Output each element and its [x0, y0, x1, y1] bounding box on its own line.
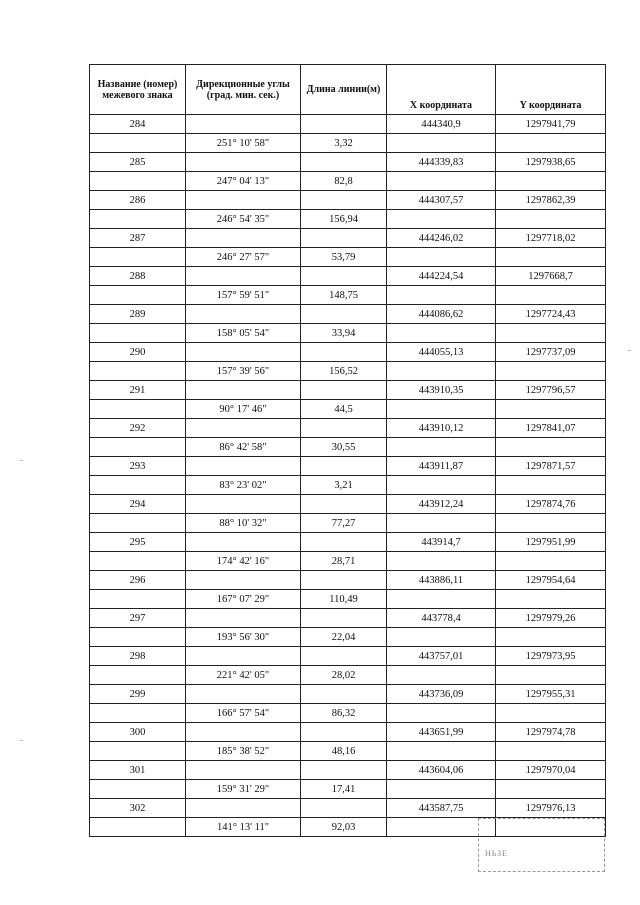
- empty-cell: [387, 590, 496, 609]
- point-row: [90, 191, 606, 210]
- point-row: [90, 419, 606, 438]
- empty-cell: [186, 419, 301, 438]
- empty-cell: [301, 799, 387, 818]
- point-name: 294: [90, 495, 186, 514]
- x-coordinate: 443604,06: [387, 761, 496, 780]
- empty-cell: [301, 115, 387, 134]
- empty-cell: [387, 362, 496, 381]
- line-length: 86,32: [301, 704, 387, 723]
- x-coordinate: 443736,09: [387, 685, 496, 704]
- segment-row: [90, 780, 606, 799]
- y-coordinate: 1297954,64: [496, 571, 606, 590]
- empty-cell: [387, 780, 496, 799]
- x-coordinate: 443778,4: [387, 609, 496, 628]
- direction-angle: 159° 31' 29": [186, 780, 301, 799]
- empty-cell: [186, 761, 301, 780]
- empty-cell: [496, 590, 606, 609]
- empty-cell: [387, 628, 496, 647]
- y-coordinate: 1297718,02: [496, 229, 606, 248]
- point-row: [90, 305, 606, 324]
- segment-row: [90, 248, 606, 267]
- empty-cell: [186, 571, 301, 590]
- line-length: 156,52: [301, 362, 387, 381]
- empty-cell: [496, 780, 606, 799]
- point-name: 292: [90, 419, 186, 438]
- empty-cell: [301, 191, 387, 210]
- empty-cell: [186, 343, 301, 362]
- y-coordinate: 1297862,39: [496, 191, 606, 210]
- direction-angle: 90° 17' 46": [186, 400, 301, 419]
- point-name: 289: [90, 305, 186, 324]
- scan-mark: [628, 350, 631, 351]
- segment-row: [90, 172, 606, 191]
- empty-cell: [387, 172, 496, 191]
- point-row: [90, 229, 606, 248]
- direction-angle: 141° 13' 11": [186, 818, 301, 837]
- empty-cell: [496, 666, 606, 685]
- empty-cell: [387, 438, 496, 457]
- empty-cell: [301, 761, 387, 780]
- line-length: 82,8: [301, 172, 387, 191]
- point-name: 285: [90, 153, 186, 172]
- empty-cell: [496, 134, 606, 153]
- empty-cell: [186, 723, 301, 742]
- direction-angle: 157° 59' 51": [186, 286, 301, 305]
- empty-cell: [301, 267, 387, 286]
- empty-cell: [90, 286, 186, 305]
- empty-cell: [90, 400, 186, 419]
- line-length: 28,71: [301, 552, 387, 571]
- empty-cell: [301, 305, 387, 324]
- empty-cell: [496, 552, 606, 571]
- segment-row: [90, 590, 606, 609]
- empty-cell: [496, 628, 606, 647]
- direction-angle: 221° 42' 05": [186, 666, 301, 685]
- empty-cell: [301, 609, 387, 628]
- direction-angle: 167° 07' 29": [186, 590, 301, 609]
- line-length: 110,49: [301, 590, 387, 609]
- scan-mark: [20, 460, 23, 461]
- empty-cell: [496, 438, 606, 457]
- empty-cell: [496, 742, 606, 761]
- point-row: [90, 723, 606, 742]
- direction-angle: 86° 42' 58": [186, 438, 301, 457]
- direction-angle: 246° 27' 57": [186, 248, 301, 267]
- y-coordinate: 1297841,07: [496, 419, 606, 438]
- y-coordinate: 1297970,04: [496, 761, 606, 780]
- y-coordinate: 1297974,78: [496, 723, 606, 742]
- point-row: [90, 533, 606, 552]
- empty-cell: [387, 476, 496, 495]
- empty-cell: [387, 324, 496, 343]
- x-coordinate: 443910,12: [387, 419, 496, 438]
- point-name: 287: [90, 229, 186, 248]
- header-y: Y координата: [496, 65, 606, 115]
- line-length: 28,02: [301, 666, 387, 685]
- empty-cell: [90, 248, 186, 267]
- line-length: 17,41: [301, 780, 387, 799]
- point-row: [90, 153, 606, 172]
- segment-row: [90, 628, 606, 647]
- direction-angle: 88° 10' 32": [186, 514, 301, 533]
- empty-cell: [90, 552, 186, 571]
- empty-cell: [186, 495, 301, 514]
- y-coordinate: 1297737,09: [496, 343, 606, 362]
- x-coordinate: 443910,35: [387, 381, 496, 400]
- point-row: [90, 267, 606, 286]
- direction-angle: 193° 56' 30": [186, 628, 301, 647]
- empty-cell: [387, 134, 496, 153]
- segment-row: [90, 286, 606, 305]
- point-name: 302: [90, 799, 186, 818]
- empty-cell: [186, 457, 301, 476]
- line-length: 77,27: [301, 514, 387, 533]
- segment-row: [90, 552, 606, 571]
- segment-row: [90, 742, 606, 761]
- point-row: [90, 609, 606, 628]
- point-row: [90, 343, 606, 362]
- direction-angle: 246° 54' 35": [186, 210, 301, 229]
- point-row: [90, 495, 606, 514]
- empty-cell: [496, 476, 606, 495]
- direction-angle: 174° 42' 16": [186, 552, 301, 571]
- empty-cell: [301, 533, 387, 552]
- y-coordinate: 1297976,13: [496, 799, 606, 818]
- y-coordinate: 1297874,76: [496, 495, 606, 514]
- x-coordinate: 444086,62: [387, 305, 496, 324]
- empty-cell: [301, 343, 387, 362]
- line-length: 148,75: [301, 286, 387, 305]
- stamp: [478, 818, 605, 872]
- segment-row: [90, 324, 606, 343]
- point-name: 286: [90, 191, 186, 210]
- line-length: 92,03: [301, 818, 387, 837]
- empty-cell: [186, 647, 301, 666]
- point-row: [90, 685, 606, 704]
- point-name: 284: [90, 115, 186, 134]
- table-body: [90, 115, 606, 837]
- line-length: 22,04: [301, 628, 387, 647]
- segment-row: [90, 400, 606, 419]
- segment-row: [90, 666, 606, 685]
- direction-angle: 251° 10' 58": [186, 134, 301, 153]
- empty-cell: [90, 628, 186, 647]
- line-length: 156,94: [301, 210, 387, 229]
- empty-cell: [301, 495, 387, 514]
- point-name: 290: [90, 343, 186, 362]
- direction-angle: 157° 39' 56": [186, 362, 301, 381]
- empty-cell: [387, 248, 496, 267]
- empty-cell: [90, 324, 186, 343]
- point-row: [90, 457, 606, 476]
- point-row: [90, 761, 606, 780]
- x-coordinate: 444246,02: [387, 229, 496, 248]
- x-coordinate: 443911,87: [387, 457, 496, 476]
- header-row: [90, 65, 606, 115]
- coordinates-table: [89, 64, 606, 837]
- point-name: 291: [90, 381, 186, 400]
- line-length: 53,79: [301, 248, 387, 267]
- y-coordinate: 1297955,31: [496, 685, 606, 704]
- segment-row: [90, 704, 606, 723]
- empty-cell: [90, 514, 186, 533]
- empty-cell: [496, 210, 606, 229]
- x-coordinate: 443587,75: [387, 799, 496, 818]
- point-name: 300: [90, 723, 186, 742]
- header-x: X координата: [387, 65, 496, 115]
- empty-cell: [387, 742, 496, 761]
- point-name: 298: [90, 647, 186, 666]
- line-length: 3,32: [301, 134, 387, 153]
- segment-row: [90, 514, 606, 533]
- empty-cell: [301, 457, 387, 476]
- empty-cell: [186, 267, 301, 286]
- point-row: [90, 647, 606, 666]
- empty-cell: [186, 115, 301, 134]
- y-coordinate: 1297938,65: [496, 153, 606, 172]
- point-name: 295: [90, 533, 186, 552]
- empty-cell: [301, 229, 387, 248]
- point-name: 301: [90, 761, 186, 780]
- empty-cell: [496, 248, 606, 267]
- empty-cell: [186, 191, 301, 210]
- empty-cell: [301, 685, 387, 704]
- point-name: 288: [90, 267, 186, 286]
- point-row: [90, 571, 606, 590]
- empty-cell: [186, 685, 301, 704]
- empty-cell: [90, 742, 186, 761]
- line-length: 44,5: [301, 400, 387, 419]
- y-coordinate: 1297941,79: [496, 115, 606, 134]
- empty-cell: [186, 153, 301, 172]
- empty-cell: [387, 514, 496, 533]
- line-length: 3,21: [301, 476, 387, 495]
- segment-row: [90, 476, 606, 495]
- empty-cell: [301, 647, 387, 666]
- empty-cell: [496, 514, 606, 533]
- empty-cell: [186, 533, 301, 552]
- empty-cell: [301, 381, 387, 400]
- direction-angle: 185° 38' 52": [186, 742, 301, 761]
- empty-cell: [301, 571, 387, 590]
- empty-cell: [301, 419, 387, 438]
- empty-cell: [90, 210, 186, 229]
- empty-cell: [387, 666, 496, 685]
- point-name: 296: [90, 571, 186, 590]
- empty-cell: [496, 324, 606, 343]
- empty-cell: [301, 153, 387, 172]
- segment-row: [90, 362, 606, 381]
- header-angles: Дирекционные углы (град. мин. сек.): [186, 65, 301, 115]
- direction-angle: 247° 04' 13": [186, 172, 301, 191]
- empty-cell: [387, 400, 496, 419]
- point-row: [90, 799, 606, 818]
- empty-cell: [90, 590, 186, 609]
- direction-angle: 83° 23' 02": [186, 476, 301, 495]
- line-length: 48,16: [301, 742, 387, 761]
- empty-cell: [186, 799, 301, 818]
- x-coordinate: 444340,9: [387, 115, 496, 134]
- y-coordinate: 1297668,7: [496, 267, 606, 286]
- point-name: 299: [90, 685, 186, 704]
- empty-cell: [90, 476, 186, 495]
- empty-cell: [90, 134, 186, 153]
- line-length: 30,55: [301, 438, 387, 457]
- empty-cell: [90, 438, 186, 457]
- y-coordinate: 1297979,26: [496, 609, 606, 628]
- scan-mark: [20, 740, 23, 741]
- direction-angle: 158° 05' 54": [186, 324, 301, 343]
- empty-cell: [496, 704, 606, 723]
- segment-row: [90, 134, 606, 153]
- empty-cell: [90, 666, 186, 685]
- empty-cell: [90, 704, 186, 723]
- header-name: Название (номер) межевого знака: [90, 65, 186, 115]
- direction-angle: 166° 57' 54": [186, 704, 301, 723]
- empty-cell: [186, 229, 301, 248]
- point-name: 297: [90, 609, 186, 628]
- point-row: [90, 115, 606, 134]
- stamp-text: НЬЗЕ: [485, 849, 508, 858]
- x-coordinate: 443886,11: [387, 571, 496, 590]
- empty-cell: [90, 818, 186, 837]
- y-coordinate: 1297951,99: [496, 533, 606, 552]
- x-coordinate: 444055,13: [387, 343, 496, 362]
- empty-cell: [496, 362, 606, 381]
- line-length: 33,94: [301, 324, 387, 343]
- empty-cell: [387, 704, 496, 723]
- x-coordinate: 444224,54: [387, 267, 496, 286]
- y-coordinate: 1297724,43: [496, 305, 606, 324]
- y-coordinate: 1297796,57: [496, 381, 606, 400]
- empty-cell: [387, 552, 496, 571]
- x-coordinate: 443912,24: [387, 495, 496, 514]
- empty-cell: [90, 172, 186, 191]
- empty-cell: [186, 381, 301, 400]
- empty-cell: [387, 210, 496, 229]
- x-coordinate: 443651,99: [387, 723, 496, 742]
- point-row: [90, 381, 606, 400]
- empty-cell: [496, 400, 606, 419]
- empty-cell: [186, 609, 301, 628]
- empty-cell: [301, 723, 387, 742]
- empty-cell: [90, 362, 186, 381]
- empty-cell: [90, 780, 186, 799]
- header-length: Длина линии(м): [301, 65, 387, 115]
- point-name: 293: [90, 457, 186, 476]
- y-coordinate: 1297871,57: [496, 457, 606, 476]
- empty-cell: [496, 286, 606, 305]
- x-coordinate: 444339,83: [387, 153, 496, 172]
- segment-row: [90, 210, 606, 229]
- x-coordinate: 444307,57: [387, 191, 496, 210]
- x-coordinate: 443757,01: [387, 647, 496, 666]
- empty-cell: [496, 172, 606, 191]
- y-coordinate: 1297973,95: [496, 647, 606, 666]
- x-coordinate: 443914,7: [387, 533, 496, 552]
- segment-row: [90, 438, 606, 457]
- empty-cell: [387, 286, 496, 305]
- empty-cell: [186, 305, 301, 324]
